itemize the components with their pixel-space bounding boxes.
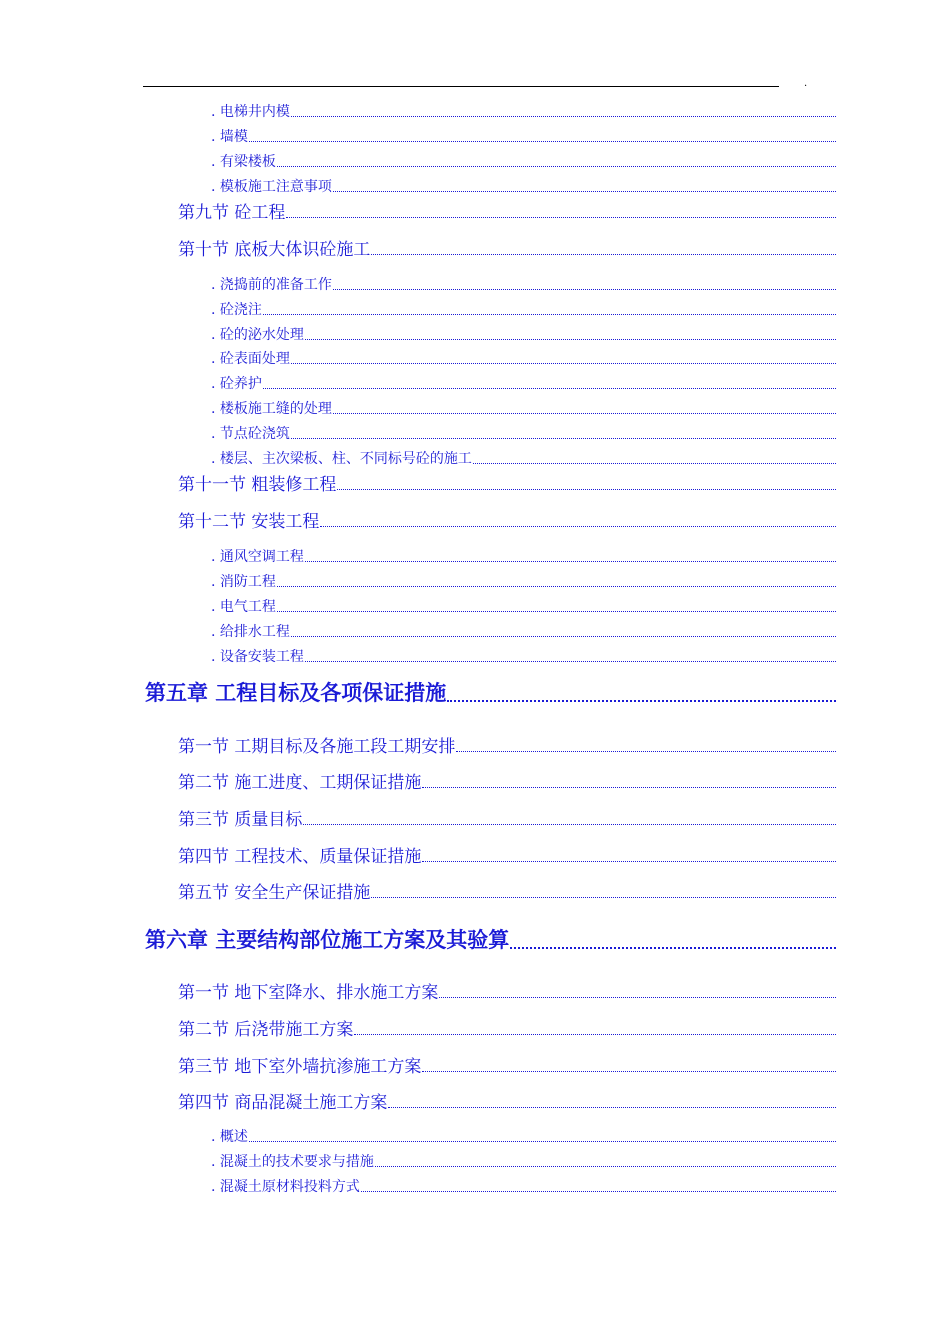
toc-subsection-entry[interactable] — [211, 1151, 836, 1171]
toc-entry-text: . 电气工程 — [211, 599, 276, 615]
toc-dot-leader — [422, 1071, 836, 1072]
toc-entry-text: 第三节 地下室外墙抗渗施工方案 — [178, 1057, 422, 1077]
header-mark: . — [804, 78, 808, 89]
toc-subsection-entry[interactable] — [211, 571, 836, 591]
toc-section-entry[interactable] — [178, 733, 836, 757]
toc-dot-leader — [277, 611, 836, 612]
toc-entry-text: . 节点砼浇筑 — [211, 426, 290, 442]
toc-dot-leader — [249, 141, 836, 142]
toc-entry-text: . 模板施工注意事项 — [211, 179, 332, 195]
toc-entry-text: 第十一节 粗装修工程 — [178, 475, 337, 495]
toc-subsection-entry[interactable] — [211, 423, 836, 443]
toc-entry-text: . 通风空调工程 — [211, 549, 304, 565]
toc-subsection-entry[interactable] — [211, 448, 836, 468]
toc-entry-text: . 楼板施工缝的处理 — [211, 401, 332, 417]
toc-entry-text: . 楼层、主次梁板、柱、不同标号砼的施工 — [211, 451, 472, 467]
toc-entry-text: . 概述 — [211, 1129, 248, 1145]
toc-subsection-entry[interactable] — [211, 324, 836, 344]
toc-entry-text: 第五节 安全生产保证措施 — [178, 883, 371, 903]
toc-section-entry[interactable] — [178, 879, 836, 903]
toc-dot-leader — [263, 388, 836, 389]
toc-dot-leader — [354, 1034, 836, 1035]
toc-dot-leader — [361, 1191, 836, 1192]
toc-subsection-entry[interactable] — [211, 1176, 836, 1196]
toc-dot-leader — [473, 463, 836, 464]
header-rule — [143, 86, 779, 87]
toc-section-entry[interactable] — [178, 1089, 836, 1113]
toc-entry-text: 第五章 工程目标及各项保证措施 — [145, 681, 447, 705]
toc-dot-leader — [249, 1141, 836, 1142]
toc-subsection-entry[interactable] — [211, 299, 836, 319]
toc-section-entry[interactable] — [178, 843, 836, 867]
toc-dot-leader — [456, 751, 836, 752]
toc-entry-text: . 消防工程 — [211, 574, 276, 590]
toc-subsection-entry[interactable] — [211, 1126, 836, 1146]
toc-entry-text: . 砼养护 — [211, 376, 262, 392]
toc-entry-text: 第四节 工程技术、质量保证措施 — [178, 847, 422, 867]
toc-entry-text: . 墙模 — [211, 129, 248, 145]
toc-subsection-entry[interactable] — [211, 546, 836, 566]
toc-subsection-entry[interactable] — [211, 373, 836, 393]
toc-entry-text: 第二节 施工进度、工期保证措施 — [178, 773, 422, 793]
toc-dot-leader — [371, 254, 836, 255]
toc-dot-leader — [337, 489, 836, 490]
toc-dot-leader — [447, 700, 836, 702]
toc-dot-leader — [305, 339, 836, 340]
toc-dot-leader — [277, 166, 836, 167]
toc-section-entry[interactable] — [178, 236, 836, 260]
toc-section-entry[interactable] — [178, 979, 836, 1003]
toc-dot-leader — [303, 824, 836, 825]
toc-entry-text: . 砼的泌水处理 — [211, 327, 304, 343]
toc-subsection-entry[interactable] — [211, 348, 836, 368]
toc-dot-leader — [291, 363, 836, 364]
toc-dot-leader — [510, 947, 836, 949]
toc-section-entry[interactable] — [178, 1053, 836, 1077]
toc-entry-text: 第三节 质量目标 — [178, 810, 303, 830]
toc-entry-text: 第六章 主要结构部位施工方案及其验算 — [145, 928, 510, 952]
toc-dot-leader — [422, 861, 836, 862]
toc-dot-leader — [291, 116, 836, 117]
toc-subsection-entry[interactable] — [211, 646, 836, 666]
toc-subsection-entry[interactable] — [211, 596, 836, 616]
toc-dot-leader — [277, 586, 836, 587]
toc-entry-text: 第四节 商品混凝土施工方案 — [178, 1093, 388, 1113]
toc-entry-text: 第二节 后浇带施工方案 — [178, 1020, 354, 1040]
toc-dot-leader — [286, 217, 836, 218]
toc-dot-leader — [439, 997, 836, 998]
toc-section-entry[interactable] — [178, 199, 836, 223]
toc-section-entry[interactable] — [178, 508, 836, 532]
toc-section-entry[interactable] — [178, 1016, 836, 1040]
toc-entry-text: 第一节 工期目标及各施工段工期安排 — [178, 737, 456, 757]
toc-dot-leader — [263, 314, 836, 315]
toc-entry-text: 第十节 底板大体识砼施工 — [178, 240, 371, 260]
toc-dot-leader — [305, 661, 836, 662]
toc-subsection-entry[interactable] — [211, 101, 836, 121]
toc-chapter-entry[interactable] — [145, 926, 836, 954]
toc-entry-text: . 砼浇注 — [211, 302, 262, 318]
toc-subsection-entry[interactable] — [211, 398, 836, 418]
toc-chapter-entry[interactable] — [145, 679, 836, 707]
toc-dot-leader — [375, 1166, 836, 1167]
toc-entry-text: . 设备安装工程 — [211, 649, 304, 665]
toc-entry-text: . 电梯井内模 — [211, 104, 290, 120]
toc-entry-text: . 砼表面处理 — [211, 351, 290, 367]
toc-entry-text: . 给排水工程 — [211, 624, 290, 640]
toc-dot-leader — [291, 438, 836, 439]
toc-section-entry[interactable] — [178, 769, 836, 793]
toc-dot-leader — [320, 526, 836, 527]
toc-subsection-entry[interactable] — [211, 274, 836, 294]
toc-dot-leader — [333, 413, 836, 414]
toc-subsection-entry[interactable] — [211, 126, 836, 146]
toc-dot-leader — [388, 1107, 836, 1108]
toc-subsection-entry[interactable] — [211, 151, 836, 171]
toc-entry-text: . 有梁楼板 — [211, 154, 276, 170]
toc-dot-leader — [422, 787, 836, 788]
toc-dot-leader — [333, 191, 836, 192]
toc-entry-text: . 混凝土的技术要求与措施 — [211, 1154, 374, 1170]
toc-dot-leader — [333, 289, 836, 290]
toc-entry-text: . 混凝土原材料投料方式 — [211, 1179, 360, 1195]
toc-section-entry[interactable] — [178, 471, 836, 495]
toc-entry-text: 第十二节 安装工程 — [178, 512, 320, 532]
toc-section-entry[interactable] — [178, 806, 836, 830]
toc-entry-text: . 浇捣前的准备工作 — [211, 277, 332, 293]
toc-dot-leader — [371, 897, 836, 898]
toc-subsection-entry[interactable] — [211, 621, 836, 641]
toc-entry-text: 第一节 地下室降水、排水施工方案 — [178, 983, 439, 1003]
toc-subsection-entry[interactable] — [211, 176, 836, 196]
toc-dot-leader — [291, 636, 836, 637]
toc-dot-leader — [305, 561, 836, 562]
toc-entry-text: 第九节 砼工程 — [178, 203, 286, 223]
